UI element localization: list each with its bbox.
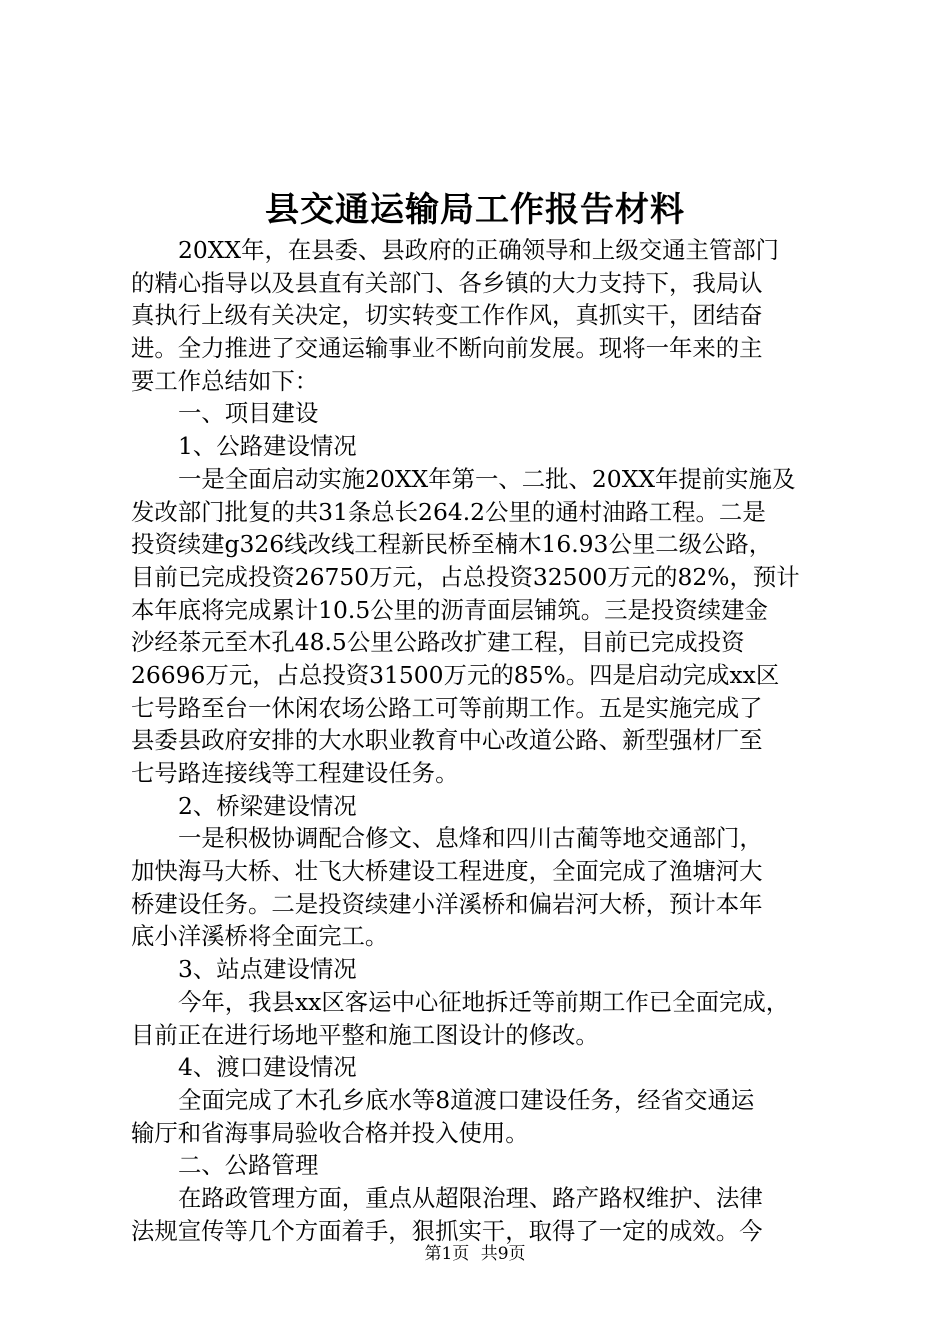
page-number: 第1页	[424, 1244, 470, 1264]
text-line: 真执行上级有关决定，切实转变工作作风，真抓实干，团结奋	[131, 301, 763, 330]
text-line: 20XX年，在县委、县政府的正确领导和上级交通主管部门	[178, 236, 780, 264]
text-line: 要工作总结如下：	[131, 366, 319, 395]
text-line: 一、项目建设	[178, 399, 319, 428]
text-line: 底小洋溪桥将全面完工。	[131, 922, 389, 951]
text-line: 本年底将完成累计10.5公里的沥青面层铺筑。三是投资续建金	[131, 595, 768, 624]
text-line: 的精心指导以及县直有关部门、各乡镇的大力支持下，我局认	[131, 268, 763, 297]
text-line: 法规宣传等几个方面着手，狠抓实干，取得了一定的成效。今	[131, 1216, 763, 1245]
text-line: 26696万元，占总投资31500万元的85%。四是启动完成xx区	[131, 660, 780, 689]
text-line: 2、桥梁建设情况	[178, 791, 357, 820]
page-footer	[0, 1243, 950, 1265]
text-line: 县委县政府安排的大水职业教育中心改道公路、新型强材厂至	[131, 726, 763, 755]
text-line: 输厅和省海事局验收合格并投入使用。	[131, 1118, 529, 1147]
document-title: 县交通运输局工作报告材料	[265, 190, 685, 230]
text-line: 投资续建g326线改线工程新民桥至楠木16.93公里二级公路，	[131, 530, 773, 559]
text-line: 一是全面启动实施20XX年第一、二批、20XX年提前实施及	[178, 464, 796, 493]
text-line: 在路政管理方面，重点从超限治理、路产路权维护、法律	[178, 1183, 763, 1212]
text-line: 进。全力推进了交通运输事业不断向前发展。现将一年来的主	[131, 334, 763, 363]
text-line: 桥建设任务。二是投资续建小洋溪桥和偏岩河大桥，预计本年	[131, 889, 763, 918]
text-line: 1、公路建设情况	[178, 432, 357, 461]
text-line: 全面完成了木孔乡底水等8道渡口建设任务，经省交通运	[178, 1085, 755, 1114]
text-line: 一是积极协调配合修文、息烽和四川古蔺等地交通部门，	[178, 824, 763, 853]
text-line: 3、站点建设情况	[178, 955, 357, 984]
text-line: 4、渡口建设情况	[178, 1053, 357, 1082]
text-line: 今年，我县xx区客运中心征地拆迁等前期工作已全面完成，	[178, 987, 790, 1016]
text-line: 七号路连接线等工程建设任务。	[131, 759, 459, 787]
document-body	[131, 234, 827, 1247]
text-line: 沙经茶元至木孔48.5公里公路改扩建工程，目前已完成投资	[131, 628, 745, 657]
text-line: 目前正在进行场地平整和施工图设计的修改。	[131, 1020, 599, 1049]
text-line: 二、公路管理	[178, 1151, 319, 1180]
text-line: 发改部门批复的共31条总长264.2公里的通村油路工程。二是	[131, 497, 766, 526]
text-line: 七号路至台一休闲农场公路工可等前期工作。五是实施完成了	[131, 693, 763, 722]
page-total: 共9页	[480, 1244, 526, 1264]
text-line: 目前已完成投资26750万元，占总投资32500万元的82%，预计	[131, 562, 800, 591]
text-line: 加快海马大桥、壮飞大桥建设工程进度，全面完成了渔塘河大	[131, 857, 763, 886]
